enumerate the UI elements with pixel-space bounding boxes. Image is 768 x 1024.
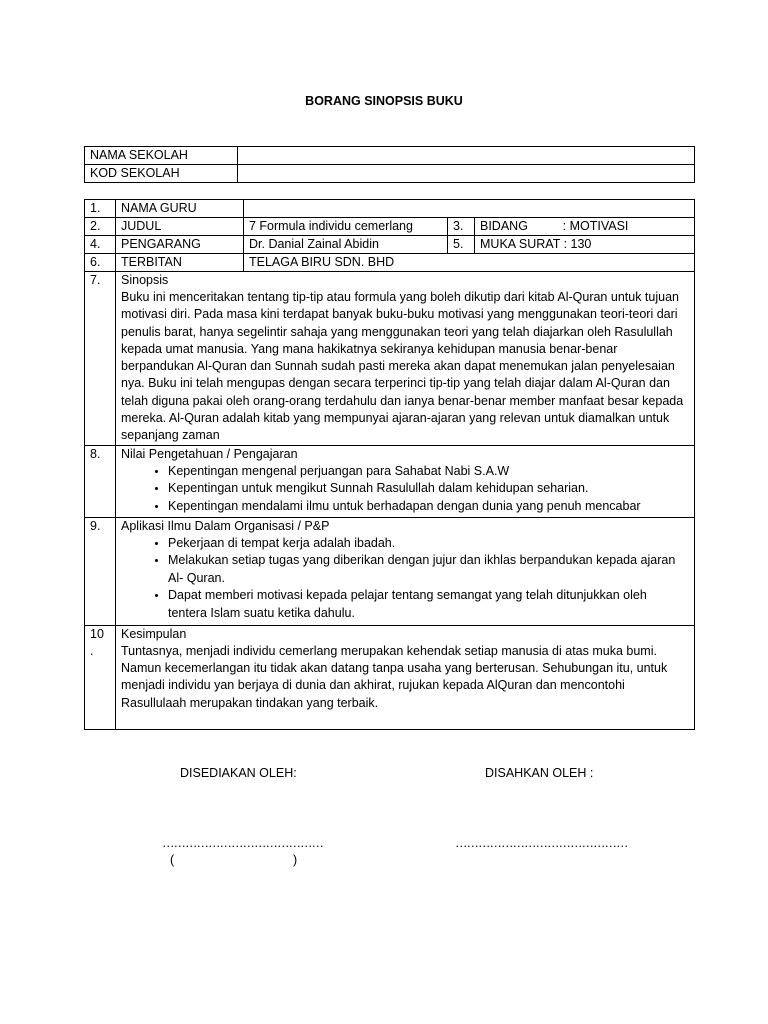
publisher-label: TERBITAN — [116, 254, 244, 272]
table-row — [85, 445, 695, 517]
table-row — [85, 236, 695, 254]
author-value: Dr. Danial Zainal Abidin — [244, 236, 448, 254]
list-item: • Melakukan setiap tugas yang diberikan dengan jujur dan ikhlas berpandukan kepada ajaran Al- Quran. — [168, 552, 689, 587]
synopsis-heading: Sinopsis — [121, 273, 169, 287]
table-row — [85, 218, 695, 236]
book-synopsis-table — [84, 199, 695, 730]
name-bracket-close: ) — [293, 853, 298, 867]
values-cell — [116, 445, 695, 517]
form-title: BORANG SINOPSIS BUKU — [305, 94, 463, 108]
prepared-signature-line: …………………………………… — [162, 836, 323, 850]
publisher-value: TELAGA BIRU SDN. BHD — [244, 254, 695, 272]
title-label: JUDUL — [116, 218, 244, 236]
page-count-value: MUKA SURAT : 130 — [475, 236, 695, 254]
name-bracket-open: ( — [170, 853, 175, 867]
conclusion-text: Tuntasnya, menjadi individu cemerlang merupakan kehendak setiap manusia di atas muka bumi. Namun kecemerlangan itu tidak akan datang tanpa usaha yang berterusan. Sehubungan itu, untuk menjadi individu yan berjaya di dunia dan akhirat, rujukan kepada AlQuran dan mencontohi Rasullulaah merupakan tindakan yang terbaik. — [121, 643, 668, 710]
table-row — [85, 165, 695, 183]
table-row — [85, 200, 695, 218]
author-label: PENGARANG — [116, 236, 244, 254]
school-name-value — [238, 147, 695, 165]
teacher-name-label: NAMA GURU — [116, 200, 244, 218]
table-row — [85, 517, 695, 625]
row-number: 6. — [85, 254, 116, 272]
list-item: • Dapat memberi motivasi kepada pelajar tentang semangat yang telah ditunjukkan oleh tentera Islam suatu ketika dahulu. — [168, 587, 689, 622]
row-number: 3. — [448, 218, 475, 236]
field-value: BIDANG : MOTIVASI — [475, 218, 695, 236]
application-list — [121, 535, 689, 623]
approved-by-label: DISAHKAN OLEH : — [485, 766, 594, 780]
prepared-by-label: DISEDIAKAN OLEH: — [180, 766, 297, 780]
list-item: • Pekerjaan di tempat kerja adalah ibadah. — [168, 535, 689, 553]
school-name-label: NAMA SEKOLAH — [85, 147, 238, 165]
list-item: • Kepentingan untuk mengikut Sunnah Rasulullah dalam kehidupan seharian. — [168, 480, 689, 498]
row-number: 2. — [85, 218, 116, 236]
school-code-value — [238, 165, 695, 183]
title-value: 7 Formula individu cemerlang — [244, 218, 448, 236]
conclusion-heading: Kesimpulan — [121, 626, 187, 641]
table-row — [85, 625, 695, 729]
synopsis-cell — [116, 272, 695, 446]
values-list — [121, 463, 689, 516]
approved-signature-line: ……………………………………… — [455, 836, 628, 850]
row-number: 1. — [85, 200, 116, 218]
row-number: 8. — [85, 445, 116, 517]
synopsis-text: Buku ini menceritakan tentang tip-tip atau formula yang boleh dikutip dari kitab Al-Quran untuk tujuan motivasi diri. Pada masa kini terdapat banyak buku-buku motivasi yang menggunakan teori-teori dari penulis barat, hanya segelintir sahaja yang menggunakan teori yang telah diajarkan oleh Rasulullah kepada umat manusia. Yang mana hakikatnya sekiranya kehidupan manusia benar-benar berpandukan Al-Quran dan Sunnah sudah pasti mereka akan dapat menemukan jalan penyelesaian nya. Buku ini telah mengupas dengan secara terperinci tip-tip yang telah diajar dalam Al-Quran dan telah diguna pakai oleh orang-orang terdahulu dan ianya benar-benar member manfaat besar kepada mereka. Al-Quran adalah kitab yang mempunyai ajaran-ajaran yang relevan untuk diamalkan untuk sepanjang zaman — [121, 290, 684, 443]
school-info-table — [84, 146, 695, 183]
row-number: 4. — [85, 236, 116, 254]
teacher-name-value — [244, 200, 695, 218]
row-number: 7. — [85, 272, 116, 446]
row-number: 10 . — [85, 625, 116, 729]
list-item: • Kepentingan mengenal perjuangan para Sahabat Nabi S.A.W — [168, 463, 689, 481]
table-row — [85, 272, 695, 446]
school-code-label: KOD SEKOLAH — [85, 165, 238, 183]
conclusion-cell — [116, 625, 695, 729]
table-row — [85, 147, 695, 165]
application-cell — [116, 517, 695, 625]
values-heading: Nilai Pengetahuan / Pengajaran — [121, 446, 298, 461]
row-number: 5. — [448, 236, 475, 254]
application-heading: Aplikasi Ilmu Dalam Organisasi / P&P — [121, 518, 330, 533]
table-row — [85, 254, 695, 272]
list-item: • Kepentingan mendalami ilmu untuk berhadapan dengan dunia yang penuh mencabar — [168, 498, 689, 516]
row-number: 9. — [85, 517, 116, 625]
